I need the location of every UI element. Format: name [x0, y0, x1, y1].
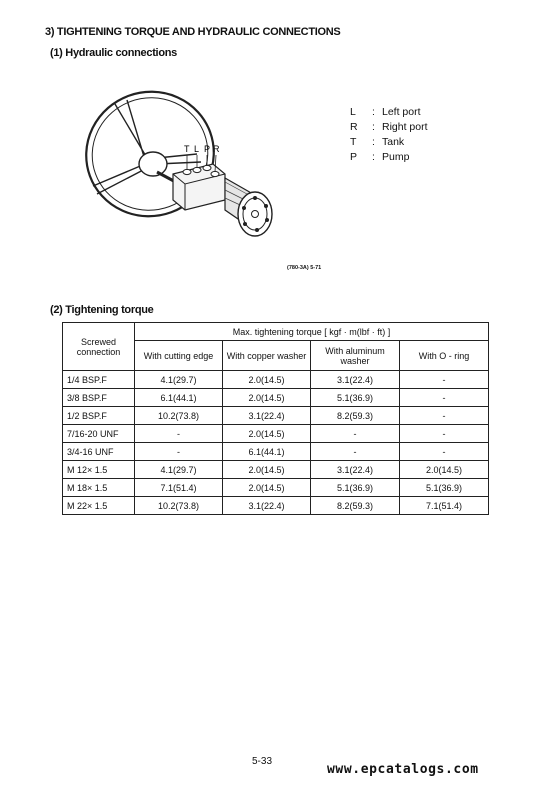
- table-row: [63, 425, 489, 443]
- cell-value: 2.0(14.5): [223, 425, 311, 443]
- cell-connection: 3/4-16 UNF: [63, 443, 135, 461]
- cell-value: 10.2(73.8): [135, 407, 223, 425]
- cell-value: -: [400, 371, 489, 389]
- cell-value: 8.2(59.3): [311, 497, 400, 515]
- header-max-torque: Max. tightening torque [ kgf · m(lbf · ft) ]: [135, 323, 489, 341]
- cell-value: 3.1(22.4): [223, 407, 311, 425]
- cell-value: 6.1(44.1): [223, 443, 311, 461]
- figure-caption: (780-3A) 5-71: [287, 265, 322, 271]
- header-cutting-edge: With cutting edge: [135, 341, 223, 371]
- header-copper-washer: With copper washer: [223, 341, 311, 371]
- cell-value: 5.1(36.9): [311, 389, 400, 407]
- cell-connection: 7/16-20 UNF: [63, 425, 135, 443]
- legend-row: P : Pump: [350, 151, 410, 163]
- cell-value: 2.0(14.5): [400, 461, 489, 479]
- page-number: 5-33: [252, 756, 273, 767]
- cell-value: 3.1(22.4): [223, 497, 311, 515]
- legend-key: P: [350, 151, 358, 163]
- cell-connection: 3/8 BSP.F: [63, 389, 135, 407]
- port-legend: [350, 105, 428, 165]
- cell-value: -: [311, 425, 400, 443]
- port-label-r: R: [213, 144, 220, 154]
- cell-value: 8.2(59.3): [311, 407, 400, 425]
- cell-value: 5.1(36.9): [400, 479, 489, 497]
- port-label-l: L: [194, 144, 200, 154]
- port-label-p: P: [204, 144, 211, 154]
- cell-value: 3.1(22.4): [311, 461, 400, 479]
- cell-value: 10.2(73.8): [135, 497, 223, 515]
- cell-value: 7.1(51.4): [400, 497, 489, 515]
- cell-connection: 1/2 BSP.F: [63, 407, 135, 425]
- table-row: [63, 497, 489, 515]
- cell-value: -: [311, 443, 400, 461]
- cell-value: 2.0(14.5): [223, 461, 311, 479]
- torque-table: [62, 322, 489, 515]
- legend-row: L : Left port: [350, 106, 421, 118]
- table-row: [63, 371, 489, 389]
- legend-desc: Tank: [382, 136, 405, 148]
- site-watermark: www.epcatalogs.com: [327, 762, 479, 777]
- table-row: [63, 443, 489, 461]
- table-row: [63, 389, 489, 407]
- legend-key: T: [350, 136, 357, 148]
- port-label-t: T: [184, 144, 190, 154]
- cell-value: -: [400, 407, 489, 425]
- cell-value: 2.0(14.5): [223, 479, 311, 497]
- legend-key: R: [350, 121, 358, 133]
- legend-key: L: [350, 106, 356, 118]
- cell-value: 3.1(22.4): [311, 371, 400, 389]
- cell-value: 7.1(51.4): [135, 479, 223, 497]
- cell-value: 2.0(14.5): [223, 389, 311, 407]
- steering-unit-illustration: [75, 82, 285, 267]
- cell-value: -: [135, 425, 223, 443]
- cell-connection: M 18× 1.5: [63, 479, 135, 497]
- legend-row: T : Tank: [350, 136, 405, 148]
- cell-connection: 1/4 BSP.F: [63, 371, 135, 389]
- cell-value: 4.1(29.7): [135, 371, 223, 389]
- table-row: [63, 479, 489, 497]
- cell-value: -: [400, 443, 489, 461]
- legend-desc: Left port: [382, 106, 421, 118]
- subsection-tightening-torque: (2) Tightening torque: [50, 304, 154, 316]
- cell-value: 6.1(44.1): [135, 389, 223, 407]
- cell-connection: M 22× 1.5: [63, 497, 135, 515]
- cell-value: -: [135, 443, 223, 461]
- cell-value: -: [400, 389, 489, 407]
- cell-value: 4.1(29.7): [135, 461, 223, 479]
- cell-value: 5.1(36.9): [311, 479, 400, 497]
- cell-value: 2.0(14.5): [223, 371, 311, 389]
- legend-desc: Pump: [382, 151, 410, 163]
- table-row: [63, 461, 489, 479]
- cell-value: -: [400, 425, 489, 443]
- legend-desc: Right port: [382, 121, 428, 133]
- header-aluminum-washer: With aluminum washer: [311, 341, 400, 371]
- section-title: 3) TIGHTENING TORQUE AND HYDRAULIC CONNECTIONS: [45, 26, 341, 38]
- header-o-ring: With O - ring: [400, 341, 489, 371]
- legend-row: R : Right port: [350, 121, 428, 133]
- subsection-hydraulic-connections: (1) Hydraulic connections: [50, 47, 177, 59]
- header-screwed-connection: Screwed connection: [63, 323, 135, 371]
- table-row: [63, 407, 489, 425]
- cell-connection: M 12× 1.5: [63, 461, 135, 479]
